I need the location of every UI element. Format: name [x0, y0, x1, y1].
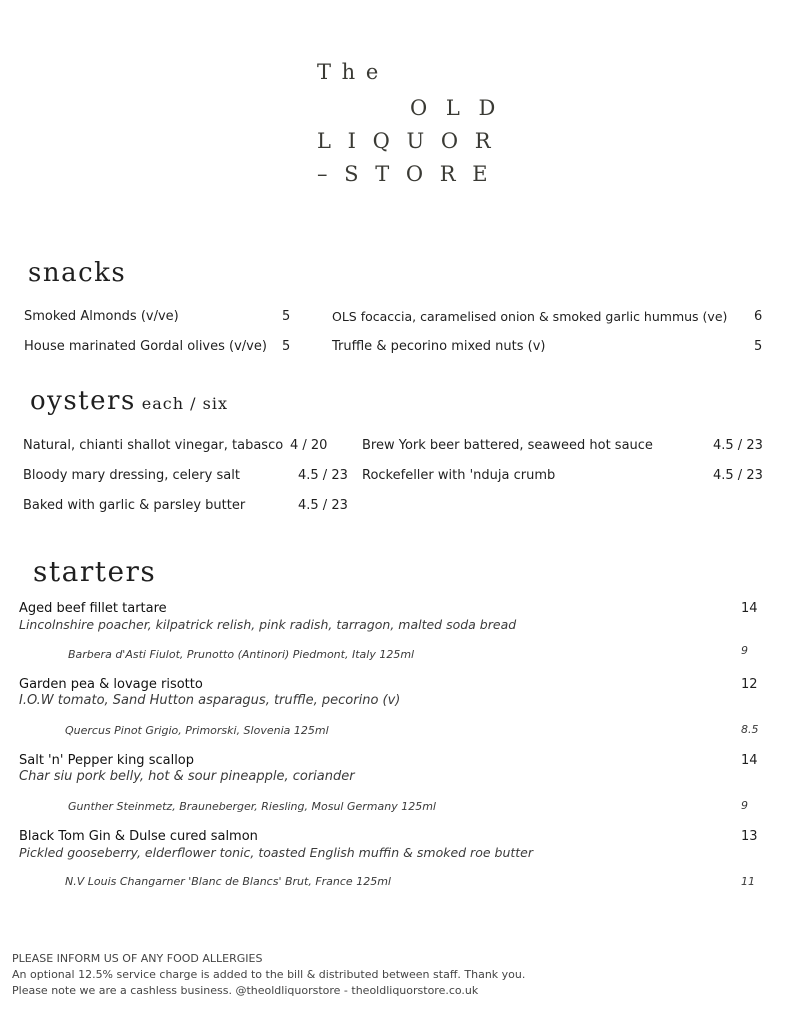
- oysters-heading-group: [30, 386, 228, 416]
- starter-description: Lincolnshire poacher, kilpatrick relish, pink radish, tarragon, malted soda bread: [19, 617, 517, 632]
- oyster-item-price: 4.5 / 23: [298, 498, 348, 513]
- snack-item-name: OLS focaccia, caramelised onion & smoked garlic hummus (ve): [332, 309, 728, 324]
- wine-pairing: N.V Louis Changarner 'Blanc de Blancs' Brut, France 125ml: [65, 875, 391, 888]
- wine-price: 8.5: [741, 723, 759, 736]
- oyster-item-name: Natural, chianti shallot vinegar, tabasco: [23, 438, 284, 453]
- wine-pairing: Gunther Steinmetz, Brauneberger, Riesling, Mosul Germany 125ml: [68, 800, 436, 813]
- footer-allergies: PLEASE INFORM US OF ANY FOOD ALLERGIES: [12, 952, 263, 965]
- starter-title: Black Tom Gin & Dulse cured salmon: [19, 829, 258, 844]
- oyster-item-price: 4.5 / 23: [713, 468, 763, 483]
- oyster-item-price: 4.5 / 23: [713, 438, 763, 453]
- logo-store: – S T O R E: [317, 162, 493, 186]
- starter-price: 14: [741, 601, 758, 616]
- snack-item-name: Truffle & pecorino mixed nuts (v): [332, 339, 546, 354]
- wine-price: 9: [741, 799, 748, 812]
- starter-title: Salt 'n' Pepper king scallop: [19, 753, 195, 768]
- footer-service-charge: An optional 12.5% service charge is added to the bill & distributed between staff. Thank you.: [12, 968, 526, 981]
- logo-old: O L D: [410, 96, 502, 120]
- snacks-heading: snacks: [28, 258, 127, 288]
- starter-price: 12: [741, 677, 758, 692]
- oyster-item-name: Baked with garlic & parsley butter: [23, 498, 246, 513]
- snack-item-name: Smoked Almonds (v/ve): [24, 309, 179, 324]
- snack-item-price: 5: [754, 339, 763, 354]
- starter-title: Garden pea & lovage risotto: [19, 677, 203, 692]
- snack-item-price: 5: [282, 339, 291, 354]
- starter-description: Char siu pork belly, hot & sour pineapple, coriander: [19, 769, 355, 784]
- oyster-item-name: Brew York beer battered, seaweed hot sauce: [362, 438, 653, 453]
- footer-cashless: Please note we are a cashless business. @theoldliquorstore - theoldliquorstore.co.uk: [12, 984, 479, 997]
- snack-item-price: 6: [754, 309, 763, 324]
- oyster-item-price: 4.5 / 23: [298, 468, 348, 483]
- starter-title: Aged beef fillet tartare: [19, 601, 167, 616]
- starters-heading: starters: [33, 555, 157, 588]
- wine-price: 11: [741, 875, 755, 888]
- wine-pairing: Barbera d'Asti Fiulot, Prunotto (Antinori) Piedmont, Italy 125ml: [68, 648, 415, 661]
- starter-price: 13: [741, 829, 758, 844]
- oysters-heading: oysters: [30, 386, 136, 416]
- oyster-item-name: Bloody mary dressing, celery salt: [23, 468, 240, 483]
- snack-item-name: House marinated Gordal olives (v/ve): [24, 339, 267, 354]
- wine-pairing: Quercus Pinot Grigio, Primorski, Slovenia 125ml: [65, 724, 329, 737]
- oysters-subheading: each / six: [141, 394, 228, 413]
- starter-price: 14: [741, 753, 758, 768]
- logo-liquor: L I Q U O R: [317, 129, 496, 153]
- oyster-item-name: Rockefeller with 'nduja crumb: [362, 468, 556, 483]
- snack-item-price: 5: [282, 309, 291, 324]
- oyster-item-price: 4 / 20: [290, 438, 328, 453]
- wine-price: 9: [741, 644, 748, 657]
- starter-description: I.O.W tomato, Sand Hutton asparagus, truffle, pecorino (v): [19, 693, 401, 708]
- starter-description: Pickled gooseberry, elderflower tonic, toasted English muffin & smoked roe butter: [19, 845, 533, 860]
- logo-the: T h e: [317, 60, 381, 84]
